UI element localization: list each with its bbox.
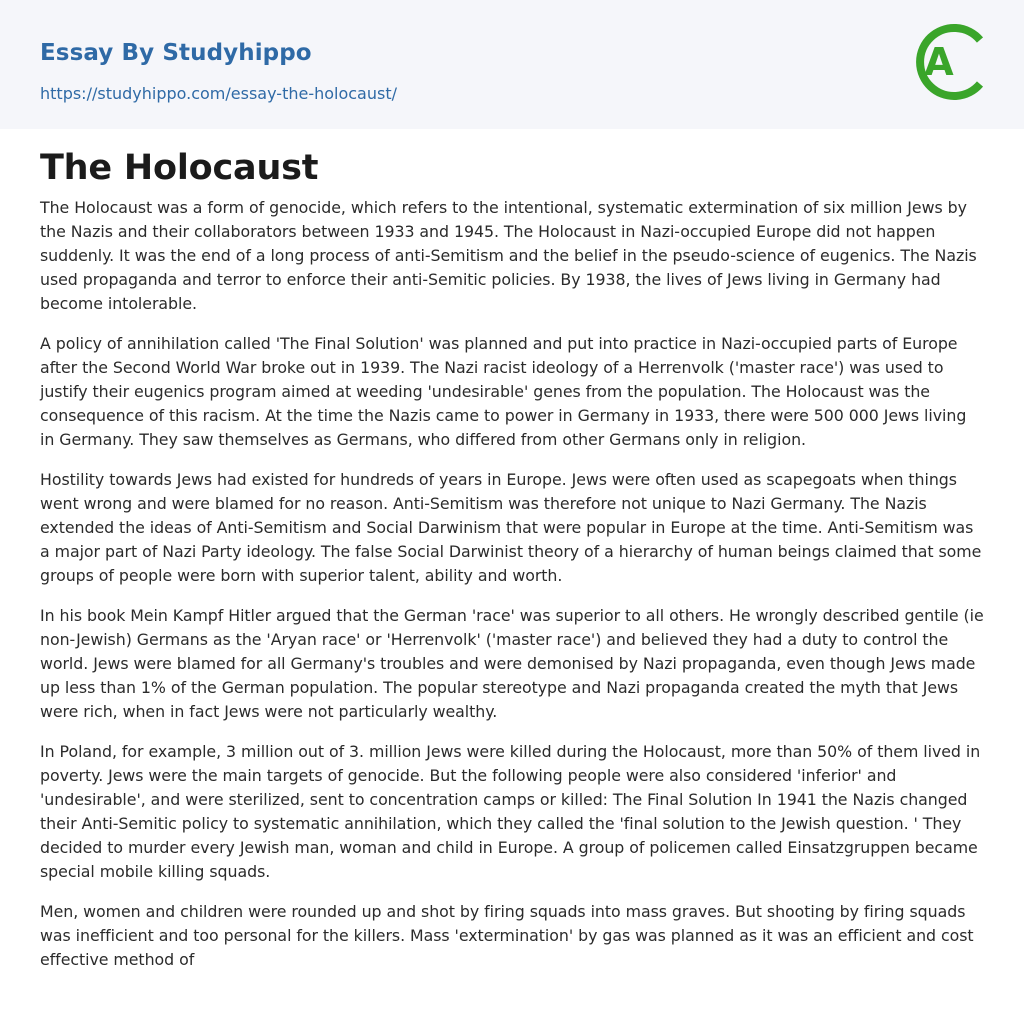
essay-paragraph: Hostility towards Jews had existed for hundreds of years in Europe. Jews were often used as scapegoats when things went wrong and were blamed for no reason. Anti-Semitism was therefore not unique to Nazi Germany. The Nazis extended the ideas of Anti-Semitism and Social Darwinism that were popular in Europe at the time. Anti-Semitism was a major part of Nazi Party ideology. The false Social Darwinist theory of a hierarchy of human beings claimed that some groups of people were born with superior talent, ability and worth. [40,470,982,585]
logo-letter: A [924,40,954,84]
site-name[interactable]: Essay By Studyhippo [40,40,312,66]
essay-paragraph: Men, women and children were rounded up and shot by firing squads into mass graves. But shooting by firing squads was inefficient and too personal for the killers. Mass 'extermination' by gas was planned as it was an efficient and cost effective method of [40,902,974,969]
essay-paragraph: In his book Mein Kampf Hitler argued that the German 'race' was superior to all others. He wrongly described gentile (ie non-Jewish) Germans as the 'Aryan race' or 'Herrenvolk' ('master race') and believed they had a duty to control the world. Jews were blamed for all Germany's troubles and were demonised by Nazi propaganda, even though Jews made up less than 1% of the German population. The popular stereotype and Nazi propaganda created the myth that Jews were rich, when in fact Jews were not particularly wealthy. [40,606,984,721]
essay-paragraph: In Poland, for example, 3 million out of 3. million Jews were killed during the Holocaust, more than 50% of them lived in poverty. Jews were the main targets of genocide. But the following people were also considered 'inferior' and 'undesirable', and were sterilized, sent to concentration camps or killed: The Final Solution In 1941 the Nazis changed their Anti-Semitic policy to systematic annihilation, which they called the 'final solution to the Jewish question. ' They decided to murder every Jewish man, woman and child in Europe. A group of policemen called Einsatzgruppen became special mobile killing squads. [40,742,981,881]
essay-paragraph: The Holocaust was a form of genocide, which refers to the intentional, systematic extermination of six million Jews by the Nazis and their collaborators between 1933 and 1945. The Holocaust in Nazi-occupied Europe did not happen suddenly. It was the end of a long process of anti-Semitism and the belief in the pseudo-science of eugenics. The Nazis used propaganda and terror to enforce their anti-Semitic policies. By 1938, the lives of Jews living in Germany had become intolerable. [40,198,977,313]
essay-content [40,146,984,988]
essay-url-link[interactable]: https://studyhippo.com/essay-the-holocaust/ [40,84,397,103]
studyhippo-logo-icon[interactable] [914,20,986,104]
essay-title: The Holocaust [40,148,319,188]
essay-paragraph: A policy of annihilation called 'The Final Solution' was planned and put into practice in Nazi-occupied parts of Europe after the Second World War broke out in 1939. The Nazi racist ideology of a Herrenvolk ('master race') was used to justify their eugenics program aimed at weeding 'undesirable' genes from the population. The Holocaust was the consequence of this racism. At the time the Nazis came to power in Germany in 1933, there were 500 000 Jews living in Germany. They saw themselves as Germans, who differed from other Germans only in religion. [40,334,967,449]
site-header [0,0,1024,129]
